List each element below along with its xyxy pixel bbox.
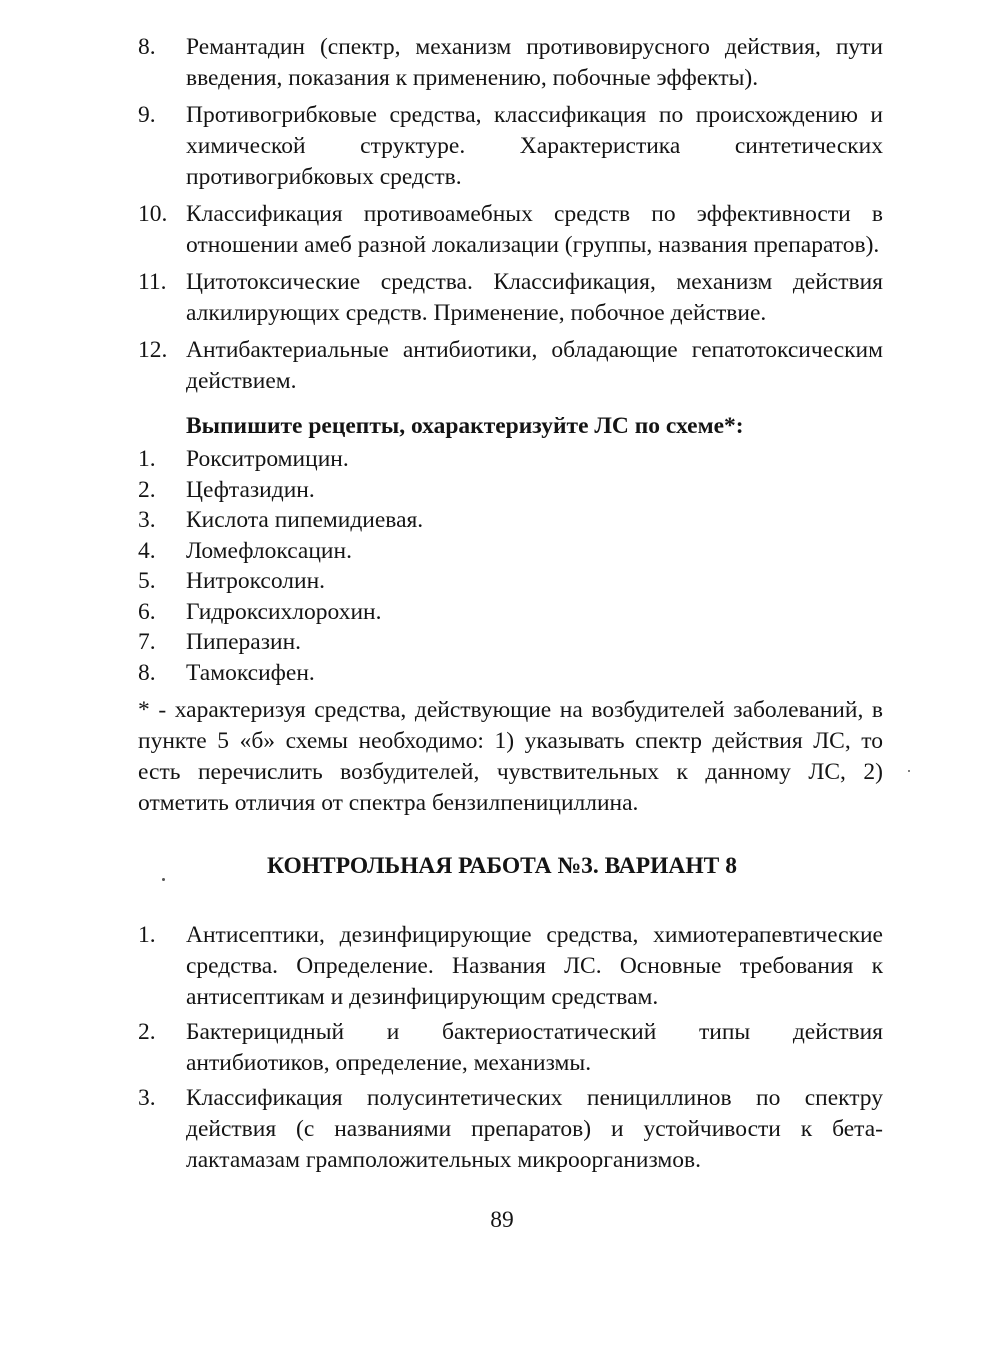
list-item	[138, 32, 883, 94]
list-item	[138, 597, 883, 628]
list-item	[138, 335, 883, 397]
list-item	[138, 536, 883, 567]
item-text: Рокситромицин.	[186, 446, 349, 472]
list-item	[138, 199, 883, 261]
item-number: 3.	[138, 507, 156, 533]
scan-speck	[162, 878, 165, 881]
section-title: КОНТРОЛЬНАЯ РАБОТА №3. ВАРИАНТ 8	[267, 853, 737, 879]
item-text: Гидроксихлорохин.	[186, 598, 382, 625]
scan-speck	[908, 770, 910, 772]
item-text: Тамоксифен.	[186, 659, 315, 686]
item-text: Пиперазин.	[186, 629, 302, 655]
item-text: Ломефлоксацин.	[186, 537, 352, 564]
item-number: 1.	[138, 446, 156, 472]
item-text: Антибактериальные антибиотики, обладающие гепатотоксическим действием.	[186, 337, 883, 394]
item-text: Классификация противоамебных средств по эффективности в отношении амеб разной локализации (группы, названия препаратов).	[186, 201, 883, 258]
list-item	[138, 566, 883, 597]
item-text: Цитотоксические средства. Классификация, механизм действия алкилирующих средств. Применение, побочное действие.	[186, 269, 883, 326]
item-text: Классификация полусинтетических пенициллинов по спектру действия (с названиями препаратов) и устойчивости к бета-лактамазам грамположительных микроорганизмов.	[186, 1085, 883, 1173]
page-number: 89	[490, 1207, 514, 1233]
item-number: 12.	[138, 337, 168, 363]
item-number: 7.	[138, 629, 156, 655]
list-item	[138, 505, 883, 536]
item-number: 5.	[138, 568, 156, 594]
footnote: * - характеризуя средства, действующие на возбудителей заболеваний, в пункте 5 «б» схемы необходимо: 1) указывать спектр действия ЛС, то есть перечислить возбудителей, чувствительных к данному ЛС, 2) отметить отличия от спектра бензилпенициллина.	[138, 697, 883, 816]
list-item	[138, 475, 883, 506]
recipes-heading: Выпишите рецепты, охарактеризуйте ЛС по схеме*:	[186, 413, 744, 439]
list-item	[138, 627, 883, 658]
list-item	[138, 267, 883, 329]
item-text: Бактерицидный и бактериостатический типы действия антибиотиков, определение, механизмы.	[186, 1019, 883, 1076]
item-text: Ремантадин (спектр, механизм противовирусного действия, пути введения, показания к применению, побочные эффекты).	[186, 34, 883, 91]
item-number: 2.	[138, 476, 156, 503]
item-text: Кислота пипемидиевая.	[186, 507, 424, 533]
list-item	[138, 1017, 883, 1079]
variant-questions-list	[138, 920, 883, 1180]
item-text: Противогрибковые средства, классификация по происхождению и химической структуре. Характеристика синтетических противогрибковых средств.	[186, 102, 883, 190]
list-item	[138, 100, 883, 193]
item-number: 8.	[138, 34, 156, 60]
item-number: 2.	[138, 1019, 156, 1045]
list-item	[138, 444, 883, 475]
item-text: Нитроксолин.	[186, 568, 326, 594]
item-number: 6.	[138, 598, 156, 625]
item-number: 3.	[138, 1085, 156, 1111]
item-text: Цефтазидин.	[186, 476, 315, 503]
recipes-list	[138, 444, 883, 688]
item-text: Антисептики, дезинфицирующие средства, химиотерапевтические средства. Определение. Названия ЛС. Основные требования к антисептикам и дезинфицирующим средствам.	[186, 922, 883, 1010]
item-number: 11.	[138, 269, 167, 295]
item-number: 10.	[138, 201, 168, 227]
questions-list-continued	[138, 32, 883, 403]
item-number: 4.	[138, 537, 156, 564]
list-item	[138, 920, 883, 1013]
item-number: 1.	[138, 922, 156, 948]
list-item	[138, 658, 883, 689]
item-number: 8.	[138, 659, 156, 686]
list-item	[138, 1083, 883, 1176]
item-number: 9.	[138, 102, 156, 128]
